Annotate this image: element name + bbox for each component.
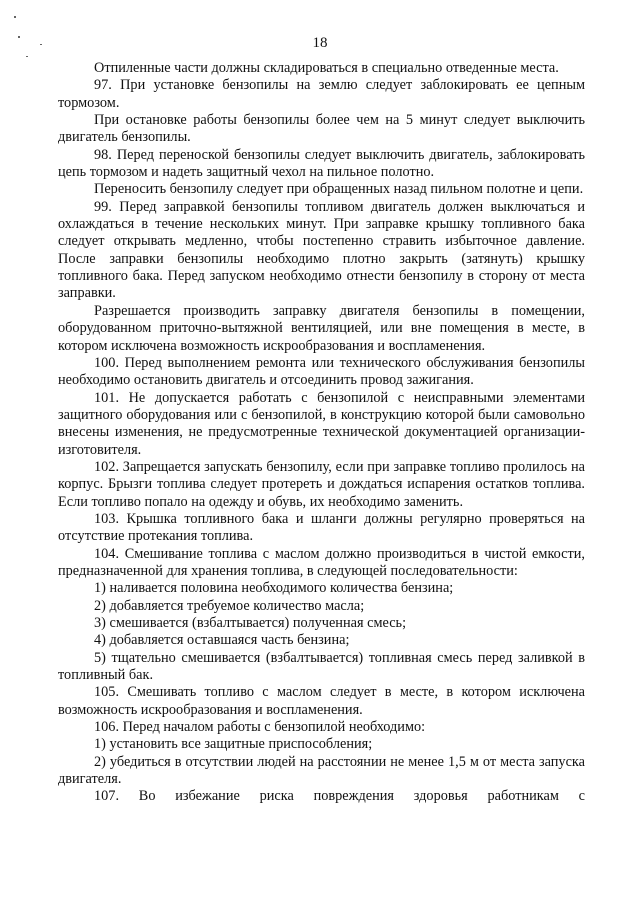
paragraph-103: 103. Крышка топливного бака и шланги должны регулярно проверяться на отсутствие протекания топлива. (58, 510, 585, 545)
paragraph-107: 107. Во избежание риска повреждения здоровья работникам с (94, 788, 585, 805)
list-item: 4) добавляется оставшаяся часть бензина; (94, 632, 350, 649)
paragraph-106: 106. Перед началом работы с бензопилой необходимо: (94, 719, 426, 736)
paragraph: Разрешается производить заправку двигателя бензопилы в помещении, оборудованном приточно-вытяжной вентиляцией, или вне помещения в месте, в котором исключена возможность искрообразования и воспламенения. (58, 302, 585, 354)
page-number: 18 (312, 35, 328, 51)
paragraph-98: 98. Перед переноской бензопилы следует выключить двигатель, заблокировать цепь тормозом и надеть защитный чехол на пильное полотно. (58, 146, 585, 181)
list-item: 1) установить все защитные приспособления; (94, 736, 373, 753)
list-item: 5) тщательно смешивается (взбалтывается) топливная смесь перед заливкой в топливный бак. (58, 649, 585, 684)
list-item: 2) добавляется требуемое количество масла; (94, 597, 365, 614)
paragraph-99: 99. Перед заправкой бензопилы топливом двигатель должен выключаться и охлаждаться в течение нескольких минут. При заправке крышку топливного бака следует открывать медленно, чтобы постепенно стравить избыточное давление. После заправки бензопилы необходимо плотно закрыть (затянуть) крышку топливного бака. Перед запуском необходимо отнести бензопилу в сторону от места заправки. (58, 198, 585, 302)
paragraph: При остановке работы бензопилы более чем на 5 минут следует выключить двигатель бензопилы. (58, 112, 585, 146)
paragraph-105: 105. Смешивать топливо с маслом следует в месте, в котором исключена возможность искрообразования и воспламенения. (58, 684, 585, 718)
list-item: 3) смешивается (взбалтывается) полученная смесь; (94, 615, 407, 631)
paragraph-100: 100. Перед выполнением ремонта или технического обслуживания бензопилы необходимо остановить двигатель и отсоединить провод зажигания. (58, 354, 585, 389)
paragraph-101: 101. Не допускается работать с бензопилой с неисправными элементами защитного оборудования или с бензопилой, в конструкцию которой были самовольно внесены изменения, не предусмотренные технической документацией организации-изготовителя. (58, 389, 585, 458)
paragraph-104: 104. Смешивание топлива с маслом должно производиться в чистой емкости, предназначенной для хранения топлива, в следующей последовательности: (58, 545, 585, 579)
list-item: 1) наливается половина необходимого количества бензина; (94, 580, 454, 597)
document-body (58, 60, 585, 806)
paragraph: Отпиленные части должны складироваться в специально отведенные места. (94, 60, 559, 76)
paragraph: Переносить бензопилу следует при обращенных назад пильном полотне и цепи. (94, 181, 584, 198)
scan-speck (26, 56, 28, 57)
paragraph-97: 97. При установке бензопилы на землю следует заблокировать ее цепным тормозом. (58, 77, 585, 111)
scan-speck (14, 16, 16, 18)
list-item: 2) убедиться в отсутствии людей на расстоянии не менее 1,5 м от места запуска двигателя. (58, 753, 585, 788)
paragraph-102: 102. Запрещается запускать бензопилу, если при заправке топливо пролилось на корпус. Брызги топлива следует протереть и дождаться испарения остатков топлива. Если топливо попало на одежду и обувь, их необходимо заменить. (58, 458, 585, 510)
